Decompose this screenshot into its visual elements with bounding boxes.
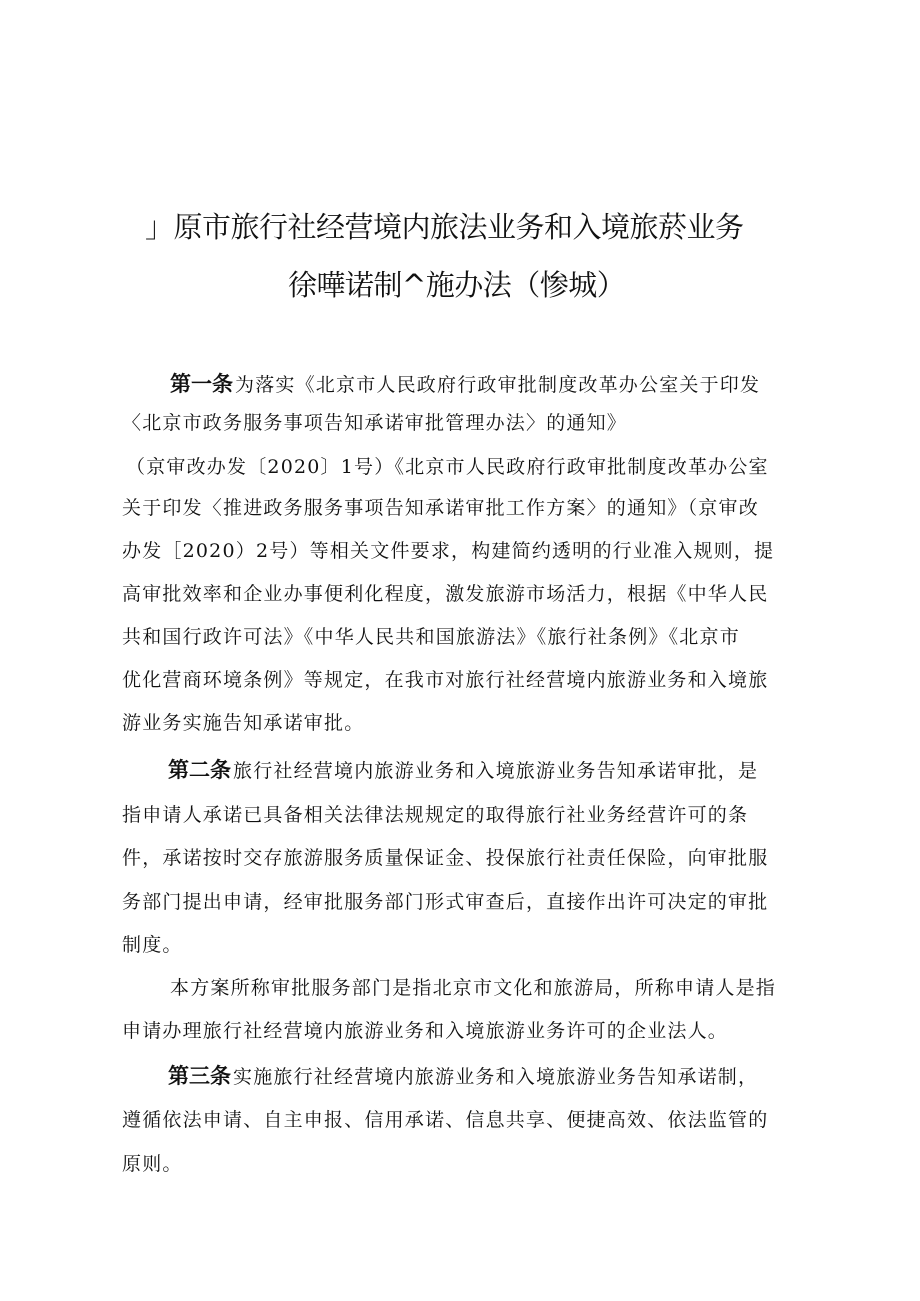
document-title-line-2: 徐嘩诺制^施办法（惨城） [288,268,626,302]
article-3-line-2: 遵循依法申请、自主申报、信用承诺、信息共享、便捷高效、依法监管的 [122,1109,769,1131]
article-3-label: 第三条 [168,1064,231,1088]
article-2-text: 旅行社经营境内旅游业务和入境旅游业务告知承诺审批，是 [233,760,759,782]
article-2-line-3: 件，承诺按时交存旅游服务质量保证金、投保旅行社责任保险，向审批服 [122,847,769,869]
article-1-line-6: 高审批效率和企业办事便利化程度，激发旅游市场活力，根据《中华人民 [122,583,769,605]
article-2-line-1 [168,752,758,789]
article-1-line-2: 〈北京市政务服务事项告知承诺审批管理办法〉的通知》 [122,412,628,434]
article-1-line-7: 共和国行政许可法》《中华人民共和国旅游法》《旅行社条例》《北京市 [122,626,740,648]
article-1-line-9: 游业务实施告知承诺审批。 [122,712,365,734]
article-1-line-3: （京审改办发〔2020〕1号）《北京市人民政府行政审批制度改革办公室 [126,456,769,478]
paragraph-line-2: 申请办理旅行社经营境内旅游业务和入境旅游业务许可的企业法人。 [122,1020,729,1042]
article-1-line-1 [170,366,760,403]
article-2-line-4: 务部门提出申请，经审批服务部门形式审查后，直接作出许可决定的审批 [122,891,769,913]
article-1-line-4: 关于印发〈推进政务服务事项告知承诺审批工作方案〉的通知》（京审改 [122,497,759,519]
article-2-label: 第二条 [168,758,231,782]
article-1-line-5: 办发［2020）2号）等相关文件要求，构建简约透明的行业准入规则，提 [122,540,775,562]
article-2-line-2: 指申请人承诺已具备相关法律法规规定的取得旅行社业务经营许可的条 [122,804,749,826]
article-1-label: 第一条 [170,372,233,396]
article-1-line-8: 优化营商环境条例》等规定，在我市对旅行社经营境内旅游业务和入境旅 [122,669,769,691]
article-1-text: 为落实《北京市人民政府行政审批制度改革办公室关于印发 [235,374,761,396]
article-3-text: 实施旅行社经营境内旅游业务和入境旅游业务告知承诺制， [233,1066,759,1088]
document-title-line-1: 」原市旅行社经营境内旅法业务和入境旅菸业务 [145,210,744,244]
article-3-line-1 [168,1058,758,1095]
article-3-line-3: 原则。 [122,1153,183,1175]
paragraph-line-1: 本方案所称审批服务部门是指北京市文化和旅游局，所称申请人是指 [170,977,777,999]
article-2-line-5: 制度。 [122,934,183,956]
